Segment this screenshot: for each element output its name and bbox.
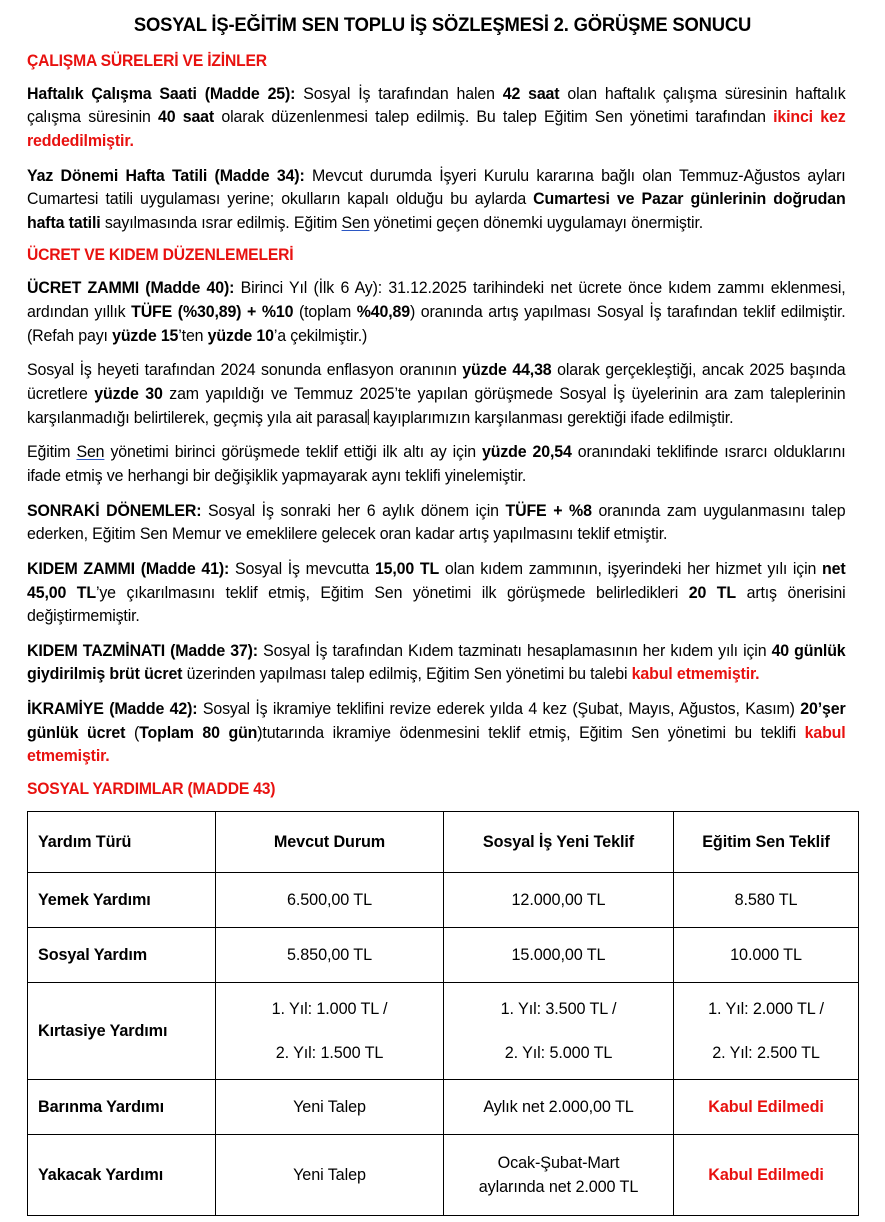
text-run: üzerinden yapılması talep edilmiş, Eğitim Sen yönetimi bu talebi bbox=[182, 665, 632, 684]
emphasis-run: yüzde 30 bbox=[94, 384, 163, 403]
cell-egitim-sen-offer: 10.000 TL bbox=[674, 927, 859, 982]
paragraph-lead-label: SONRAKİ DÖNEMLER: bbox=[27, 501, 202, 520]
highlight-run-rejected: kabul etmemiştir. bbox=[27, 723, 846, 766]
cell-aid-type: Kırtasiye Yardımı bbox=[28, 982, 216, 1079]
emphasis-run: TÜFE + %8 bbox=[505, 501, 592, 520]
text-run: kayıplarımızın karşılanması gerektiği ifade edilmiştir. bbox=[368, 408, 734, 427]
cell-current-state: 5.850,00 TL bbox=[216, 927, 444, 982]
text-run: olan haftalık çalışma süresinin haftalık çalışma süresinin bbox=[27, 84, 846, 127]
column-header-sosyal-is-offer: Sosyal İş Yeni Teklif bbox=[444, 811, 674, 872]
highlight-run-rejected: ikinci kez reddedilmiştir. bbox=[27, 108, 846, 150]
emphasis-run: 20 TL bbox=[688, 583, 736, 602]
emphasis-run: Cumartesi ve Pazar günlerinin doğrudan hafta tatili bbox=[27, 190, 846, 232]
spellcheck-underlined-word: Sen bbox=[76, 443, 105, 462]
text-run: Sosyal İş ikramiye teklifini revize ederek yılda 4 kez (Şubat, Mayıs, Ağustos, Kasım) bbox=[197, 700, 801, 719]
cell-current-state: 6.500,00 TL bbox=[216, 872, 444, 927]
cell-line-2: 2. Yıl: 2.500 TL bbox=[712, 1043, 820, 1062]
cell-line-2: 2. Yıl: 5.000 TL bbox=[504, 1043, 613, 1062]
cell-aid-type: Yakacak Yardımı bbox=[28, 1134, 216, 1215]
text-run: Sosyal İş sonraki her 6 aylık dönem için bbox=[201, 501, 506, 520]
cell-sosyal-is-offer: 12.000,00 TL bbox=[444, 872, 674, 927]
paragraph-lead-label: Haftalık Çalışma Saati (Madde 25): bbox=[27, 84, 296, 103]
paragraph-lead-label: KIDEM ZAMMI (Madde 41): bbox=[27, 559, 230, 578]
cell-current-state: Yeni Talep bbox=[216, 1079, 444, 1134]
highlight-run-rejected: kabul etmemiştir. bbox=[631, 665, 760, 684]
column-header-aid-type: Yardım Türü bbox=[28, 811, 216, 872]
page-title: SOSYAL İŞ-EĞİTİM SEN TOPLU İŞ SÖZLEŞMESİ 2. GÖRÜŞME SONUCU bbox=[133, 15, 752, 36]
emphasis-run: yüzde 10 bbox=[207, 326, 274, 345]
text-run: olarak gerçekleştiği, ancak 2025 başında ücretlere bbox=[27, 361, 846, 403]
text-run: Mevcut durumda İşyeri Kurulu kararına bağlı olan Temmuz-Ağustos ayları Cumartesi tatili uygulaması yerine; okulların kapalı olduğu bu aylarda bbox=[27, 166, 846, 209]
emphasis-run: Toplam 80 gün bbox=[139, 723, 258, 742]
cell-aid-type: Sosyal Yardım bbox=[28, 927, 216, 982]
text-run: Eğitim bbox=[27, 443, 77, 462]
cell-aid-type: Barınma Yardımı bbox=[28, 1079, 216, 1134]
cell-line-1: 1. Yıl: 1.000 TL / bbox=[271, 999, 388, 1018]
paragraph-severance-pay bbox=[27, 640, 846, 687]
paragraph-bonus bbox=[27, 698, 846, 769]
emphasis-run: yüzde 15 bbox=[112, 326, 179, 345]
text-run: Sosyal İş mevcutta bbox=[229, 559, 375, 578]
cell-egitim-sen-offer-status: Kabul Edilmedi bbox=[674, 1134, 859, 1215]
paragraph-inflation-statement bbox=[27, 359, 846, 430]
cell-current-state: Yeni Talep bbox=[216, 1134, 444, 1215]
emphasis-run: 40 günlük giydirilmiş brüt ücret bbox=[27, 641, 846, 684]
cell-sosyal-is-offer: Aylık net 2.000,00 TL bbox=[444, 1079, 674, 1134]
text-run: Sosyal İş heyeti tarafından 2024 sonunda enflasyon oranının bbox=[27, 361, 463, 380]
paragraph-lead-label: ÜCRET ZAMMI (Madde 40): bbox=[27, 279, 235, 298]
text-run: Sosyal İş tarafından Kıdem tazminatı hesaplamasının her kıdem yılı için bbox=[257, 641, 772, 660]
text-run: Sosyal İş tarafından halen bbox=[295, 84, 503, 103]
text-run: ’a çekilmiştir.) bbox=[273, 326, 368, 345]
cell-egitim-sen-offer: 8.580 TL bbox=[674, 872, 859, 927]
section-heading-wage-seniority: ÜCRET VE KIDEM DÜZENLEMELERİ bbox=[27, 246, 294, 265]
paragraph-weekly-working-hours bbox=[27, 83, 846, 154]
cell-aid-type: Yemek Yardımı bbox=[28, 872, 216, 927]
section-heading-working-hours: ÇALIŞMA SÜRELERİ VE İZİNLER bbox=[27, 51, 267, 70]
paragraph-wage-increase bbox=[27, 277, 846, 348]
social-aids-table bbox=[27, 811, 859, 1216]
text-run: zam yapıldığı ve Temmuz 2025’te yapılan görüşmede Sosyal İş üyelerinin ara zam taleplerinin karşılanmadığı belirtilerek, geçmiş yıla ait parasal bbox=[27, 384, 846, 427]
social-aids-table-wrapper bbox=[27, 811, 858, 1216]
text-run: oranındaki teklifinde ısrarcı olduklarını ifade etmiş ve herhangi bir değişiklik yapmayarak aynı teklifi yinelemiştir. bbox=[27, 443, 846, 485]
paragraph-subsequent-periods bbox=[27, 500, 846, 547]
column-header-egitim-sen-offer: Eğitim Sen Teklif bbox=[674, 811, 859, 872]
paragraph-lead-label: İKRAMİYE (Madde 42): bbox=[27, 700, 198, 719]
emphasis-run: 40 saat bbox=[157, 108, 215, 127]
text-run: ( bbox=[125, 723, 140, 742]
text-run: ’ten bbox=[178, 326, 208, 345]
cell-line-2: 2. Yıl: 1.500 TL bbox=[275, 1043, 384, 1062]
emphasis-run: net 45,00 TL bbox=[27, 559, 846, 602]
text-run: sayılmasında ısrar edilmiş. Eğitim bbox=[100, 213, 342, 232]
emphasis-run: 42 saat bbox=[502, 84, 560, 103]
emphasis-run: TÜFE (%30,89) + %10 bbox=[131, 302, 294, 321]
cell-sosyal-is-offer bbox=[444, 1134, 674, 1215]
emphasis-run: %40,89 bbox=[356, 302, 410, 321]
paragraph-egitim-sen-first-offer bbox=[27, 441, 846, 488]
cell-sosyal-is-offer bbox=[444, 982, 674, 1079]
section-heading-social-aids: SOSYAL YARDIMLAR (MADDE 43) bbox=[27, 780, 276, 799]
cell-egitim-sen-offer-status: Kabul Edilmedi bbox=[674, 1079, 859, 1134]
emphasis-run: yüzde 20,54 bbox=[482, 443, 572, 462]
paragraph-lead-label: Yaz Dönemi Hafta Tatili (Madde 34): bbox=[27, 166, 305, 185]
cell-current-state bbox=[216, 982, 444, 1079]
cell-sosyal-is-offer: 15.000,00 TL bbox=[444, 927, 674, 982]
table-row bbox=[28, 872, 859, 927]
text-run: ) oranında artış yapılması Sosyal İş tarafından teklif edilmiştir. (Refah payı bbox=[27, 302, 846, 345]
cell-line-1: Ocak-Şubat-Mart bbox=[497, 1153, 620, 1172]
table-row bbox=[28, 982, 859, 1079]
table-row bbox=[28, 1134, 859, 1215]
cell-line-1: 1. Yıl: 2.000 TL / bbox=[708, 999, 824, 1018]
text-run: oranında zam uygulanmasını talep ederken, Eğitim Sen Memur ve emeklilere gelecek oran kadar artış yapılmasını teklif etmiştir. bbox=[27, 501, 846, 544]
cell-egitim-sen-offer bbox=[674, 982, 859, 1079]
paragraph-summer-weekly-holiday bbox=[27, 165, 846, 236]
emphasis-run: 20’şer günlük ücret bbox=[27, 700, 846, 742]
text-run: artış önerisini değiştirmemiştir. bbox=[27, 583, 846, 626]
text-run: yönetimi geçen dönemki uygulamayı önermiştir. bbox=[369, 213, 704, 232]
spellcheck-underlined-word: Sen bbox=[341, 213, 370, 232]
text-run: olan kıdem zammının, işyerindeki her hizmet yılı için bbox=[439, 559, 823, 578]
paragraph-lead-label: KIDEM TAZMİNATI (Madde 37): bbox=[27, 641, 258, 660]
text-run: yönetimi birinci görüşmede teklif ettiği ilk altı ay için bbox=[104, 443, 483, 462]
text-run: ’ye çıkarılmasını teklif etmiş, Eğitim Sen yönetimi ilk görüşmede belirledikleri bbox=[95, 583, 689, 602]
cell-line-2: aylarında net 2.000 TL bbox=[478, 1177, 639, 1196]
table-row bbox=[28, 927, 859, 982]
emphasis-run: 15,00 TL bbox=[374, 559, 440, 578]
text-run: Birinci Yıl (İlk 6 Ay): 31.12.2025 tarihindeki net ücrete önce kıdem zammı eklenmesi, ardından yıllık bbox=[27, 279, 846, 321]
text-run: (toplam bbox=[293, 302, 357, 321]
text-run: )tutarında ikramiye ödenmesini teklif etmiş, Eğitim Sen yönetimi bu teklifi bbox=[257, 723, 805, 742]
paragraph-seniority-increase bbox=[27, 558, 846, 629]
column-header-current-state: Mevcut Durum bbox=[216, 811, 444, 872]
table-header-row bbox=[28, 811, 859, 872]
text-run: olarak düzenlenmesi talep edilmiş. Bu talep Eğitim Sen yönetimi tarafından bbox=[214, 108, 774, 127]
cell-line-1: 1. Yıl: 3.500 TL / bbox=[500, 999, 617, 1018]
emphasis-run: yüzde 44,38 bbox=[462, 361, 552, 380]
table-row bbox=[28, 1079, 859, 1134]
